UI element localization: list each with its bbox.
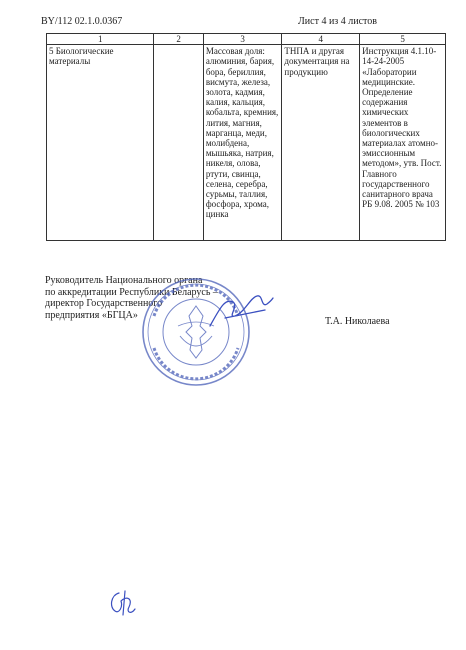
accreditation-table (46, 33, 446, 241)
signatory-line: Руководитель Национального органа (45, 275, 203, 286)
signatory-line: предприятия «БГЦА» (45, 309, 138, 321)
signatory-line: директор Государственного (45, 298, 163, 309)
handwritten-signature (205, 288, 275, 333)
signatory-name: Т.А. Николаева (325, 316, 390, 327)
handwritten-initials (105, 585, 139, 619)
sheet-info: Лист 4 из 4 листов (298, 16, 377, 27)
requirements-document-cell: ТНПА и другая документация на продукцию (282, 45, 360, 241)
table-header-row (47, 34, 446, 45)
column-header-1: 1 (47, 34, 154, 45)
column-header-3: 3 (203, 34, 282, 45)
characteristic-cell: Массовая доля: алюминия, бария, бора, бериллия, висмута, железа, золота, кадмия, калия, кальция, кобальта, кремния, лития, магния, марганца, меди, молибдена, мышьяка, натрия, никеля, олова, ртути, свинца, селена, серебра, сурьмы, таллия, фосфора, хрома, цинка (203, 45, 282, 241)
document-number: BY/112 02.1.0.0367 (41, 16, 123, 27)
table-row (47, 45, 446, 241)
signatory-line: по аккредитации Республики Беларусь – (45, 286, 218, 298)
code-cell (154, 45, 203, 241)
column-header-5: 5 (360, 34, 446, 45)
method-document-cell: Инструкция 4.1.10-14-24-2005 «Лаборатории медицинские. Определение содержания химических элементов в биологических материалах атомно-эмиссионным методом», утв. Пост. Главного государственного санитарного врача РБ 9.08. 2005 № 103 (360, 45, 446, 241)
object-cell: 5 Биологические материалы (47, 45, 154, 241)
column-header-4: 4 (282, 34, 360, 45)
column-header-2: 2 (154, 34, 203, 45)
